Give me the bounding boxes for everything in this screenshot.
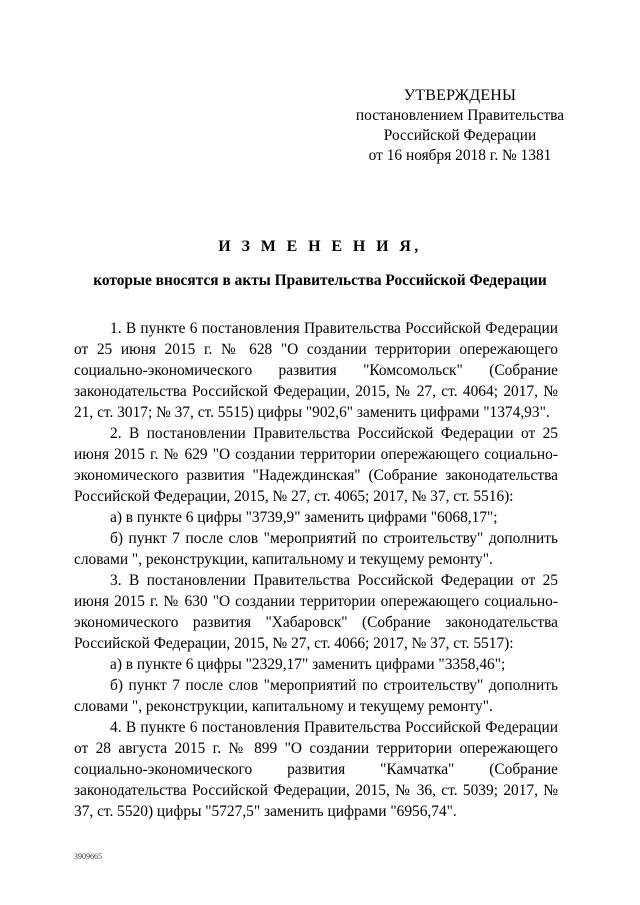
document-heading bbox=[0, 236, 640, 291]
paragraph-2a: а) в пункте 6 цифры "3739,9" заменить цифрами "6068,17"; bbox=[110, 509, 498, 526]
approval-title: УТВЕРЖДЕНЫ bbox=[403, 87, 517, 104]
approval-line-country: Российской Федерации bbox=[383, 127, 537, 144]
document-subtitle: которые вносятся в акты Правительства Российской Федерации bbox=[93, 272, 547, 289]
paragraph-3: 3. В постановлении Правительства Российской Федерации от 25 июня 2015 г. № 630 "О создании территории опережающего социально-экономического развития "Хабаровск" (Собрание законодательства Российской Федерации, 2015, № 27, ст. 4066; 2017, № 37, ст. 5517): bbox=[74, 572, 558, 652]
approval-block bbox=[330, 86, 590, 166]
paragraph-2: 2. В постановлении Правительства Российской Федерации от 25 июня 2015 г. № 629 "О создании территории опережающего социально-экономического развития "Надеждинская" (Собрание законодательства Российской Федерации, 2015, № 27, ст. 4065; 2017, № 37, ст. 5516): bbox=[74, 425, 558, 505]
approval-line-decree: постановлением Правительства bbox=[355, 107, 565, 124]
paragraph-3b: б) пункт 7 после слов "мероприятий по строительству" дополнить словами ", реконструкции, капитальному и текущему ремонту". bbox=[74, 677, 558, 715]
paragraph-1: 1. В пункте 6 постановления Правительства Российской Федерации от 25 июня 2015 г. № 628 "О создании территории опережающего социально-экономического развития "Комсомольск" (Собрание законодательства Российской Федерации, 2015, № 27, ст. 4064; 2017, № 21, ст. 3017; № 37, ст. 5515) цифры "902,6" заменить цифрами "1374,93". bbox=[74, 320, 558, 421]
document-body bbox=[74, 318, 558, 822]
paragraph-4: 4. В пункте 6 постановления Правительства Российской Федерации от 28 августа 2015 г. № 899 "О создании территории опережающего социально-экономического развития "Камчатка" (Собрание законодательства Российской Федерации, 2015, № 36, ст. 5039; 2017, № 37, ст. 5520) цифры "5727,5" заменить цифрами "6956,74". bbox=[74, 719, 558, 820]
document-id: 3909665 bbox=[74, 852, 102, 861]
document-title: И З М Е Н Е Н И Я, bbox=[218, 238, 422, 255]
approval-line-date-number: от 16 ноября 2018 г. № 1381 bbox=[368, 147, 552, 164]
paragraph-2b: б) пункт 7 после слов "мероприятий по строительству" дополнить словами ", реконструкции, капитальному и текущему ремонту". bbox=[74, 530, 558, 568]
paragraph-3a: а) в пункте 6 цифры "2329,17" заменить цифрами "3358,46"; bbox=[110, 656, 506, 673]
